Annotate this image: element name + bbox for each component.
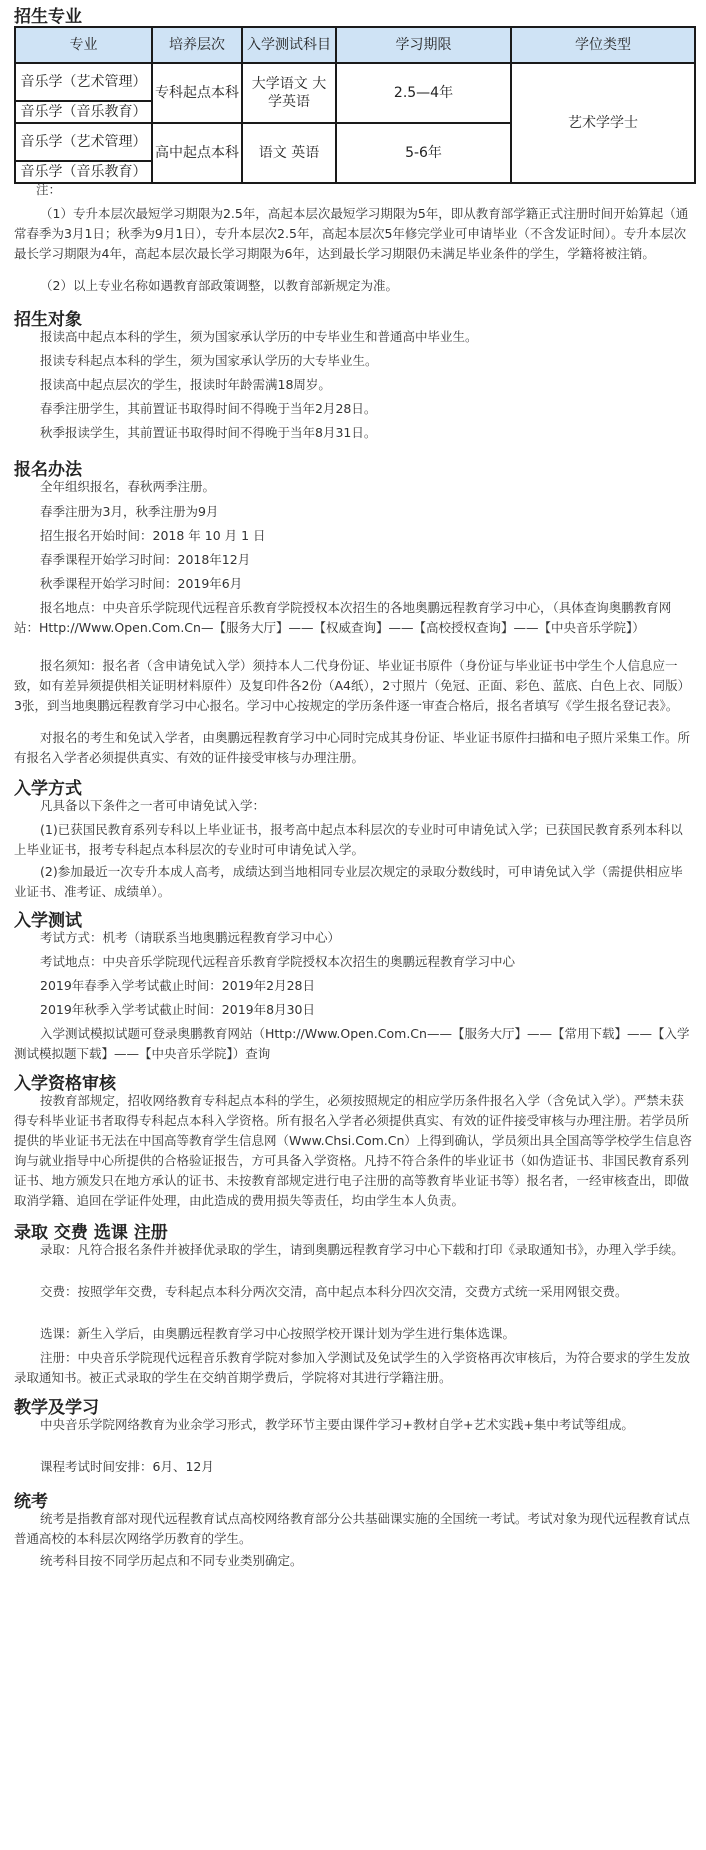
table-header: 学位类型 [511, 27, 695, 63]
level-cell: 专科起点本科 [152, 63, 242, 123]
test-subjects-cell: 大学语文 大学英语 [242, 63, 336, 123]
section-title-eligibility-review: 入学资格审核 [14, 1074, 116, 1094]
paragraph: 报名地点：中央音乐学院现代远程音乐教育学院授权本次招生的各地奥鹏远程教育学习中心，（具体查询奥鹏教育网站：Http://Www.Open.Com.Cn—【服务大厅】——【权威查询】——【高校授权查询】——【中央音乐学院】） [14, 600, 672, 635]
section-title-teaching: 教学及学习 [14, 1398, 99, 1418]
major-cell: 音乐学（艺术管理） [15, 63, 152, 101]
paragraph: 秋季课程开始学习时间：2019年6月 [40, 576, 243, 591]
paragraph: 春季课程开始学习时间：2018年12月 [40, 552, 251, 567]
section-title-unified-exam: 统考 [14, 1492, 48, 1512]
section-title-applicants: 招生对象 [14, 310, 82, 330]
notes-label: 注： [36, 182, 62, 197]
paragraph: 交费：按照学年交费，专科起点本科分两次交清，高中起点本科分四次交清，交费方式统一采用网银交费。 [40, 1284, 628, 1299]
paragraph: 凡具备以下条件之一者可申请免试入学： [40, 798, 266, 813]
paragraph: (1)已获国民教育系列专科以上毕业证书，报考高中起点本科层次的专业时可申请免试入学；已获国民教育系列本科以上毕业证书，报考专科起点本科层次的专业时可申请免试入学。 [14, 822, 683, 857]
paragraph: 2019年春季入学考试截止时间：2019年2月28日 [40, 978, 315, 993]
paragraph: 报读高中起点层次的学生，报读时年龄需满18周岁。 [40, 377, 331, 392]
degree-cell: 艺术学学士 [511, 63, 695, 183]
paragraph: 春季注册为3月，秋季注册为9月 [40, 504, 219, 519]
paragraph: 注册：中央音乐学院现代远程音乐教育学院对参加入学测试及免试学生的入学资格再次审核后，为符合要求的学生发放录取通知书。被正式录取的学生在交纳首期学费后，学院将对其进行学籍注册。 [14, 1350, 691, 1385]
section-title-registration: 报名办法 [14, 460, 82, 480]
section-title-enrollment-steps: 录取 交费 选课 注册 [14, 1223, 168, 1243]
term-cell: 2.5—4年 [336, 63, 511, 123]
paragraph: 统考是指教育部对现代远程教育试点高校网络教育部分公共基础课实施的全国统一考试。考试对象为现代远程教育试点普通高校的本科层次网络学历教育的学生。 [14, 1511, 691, 1546]
table-header: 学习期限 [336, 27, 511, 63]
level-cell: 高中起点本科 [152, 123, 242, 183]
paragraph: (2)参加最近一次专升本成人高考，成绩达到当地相同专业层次规定的录取分数线时，可申请免试入学（需提供相应毕业证书、准考证、成绩单）。 [14, 864, 683, 899]
paragraph: 报名须知：报名者（含申请免试入学）须持本人二代身份证、毕业证书原件（身份证与毕业证书中学生个人信息应一致，如有差异须提供相关证明材料原件）及复印件各2份（A4纸），2寸照片（免冠、正面、彩色、蓝底、白色上衣、同版）3张，到当地奥鹏远程教育学习中心报名。学习中心按规定的学历条件逐一审查合格后，报名者填写《学生报名登记表》。 [14, 658, 691, 713]
paragraph: 统考科目按不同学历起点和不同专业类别确定。 [40, 1553, 303, 1568]
paragraph: 秋季报读学生，其前置证书取得时间不得晚于当年8月31日。 [40, 425, 377, 440]
major-cell: 音乐学（音乐教育） [15, 101, 152, 123]
table-header: 培养层次 [152, 27, 242, 63]
paragraph: 报读专科起点本科的学生，须为国家承认学历的大专毕业生。 [40, 353, 378, 368]
section-title-admission-methods: 入学方式 [14, 779, 82, 799]
paragraph: 录取：凡符合报名条件并被择优录取的学生，请到奥鹏远程教育学习中心下载和打印《录取通知书》，办理入学手续。 [40, 1242, 684, 1257]
term-cell: 5-6年 [336, 123, 511, 183]
paragraph: 招生报名开始时间：2018 年 10 月 1 日 [40, 528, 266, 543]
table-header-row [15, 27, 695, 63]
section-title-entrance-test: 入学测试 [14, 911, 82, 931]
major-cell: 音乐学（音乐教育） [15, 161, 152, 183]
table-header: 入学测试科目 [242, 27, 336, 63]
paragraph: 报读高中起点本科的学生，须为国家承认学历的中专毕业生和普通高中毕业生。 [40, 329, 478, 344]
paragraph: 考试方式：机考（请联系当地奥鹏远程教育学习中心） [40, 930, 341, 945]
paragraph: 春季注册学生，其前置证书取得时间不得晚于当年2月28日。 [40, 401, 377, 416]
paragraph: 中央音乐学院网络教育为业余学习形式，教学环节主要由课件学习+教材自学+艺术实践+集中考试等组成。 [40, 1417, 634, 1432]
note-paragraph: （2）以上专业名称如遇教育部政策调整，以教育部新规定为准。 [40, 278, 398, 293]
table-header: 专业 [15, 27, 152, 63]
paragraph: 考试地点：中央音乐学院现代远程音乐教育学院授权本次招生的奥鹏远程教育学习中心 [40, 954, 516, 969]
note-paragraph: （1）专升本层次最短学习期限为2.5年，高起本层次最短学习期限为5年，即从教育部学籍正式注册时间开始算起（通常春季为3月1日；秋季为9月1日），专升本层次2.5年，高起本层次5年修完学业可申请毕业（不含发证时间）。专升本层次最长学习期限为4年，高起本层次最长学习期限为6年，达到最长学习期限仍未满足毕业条件的学生，学籍将被注销。 [14, 206, 689, 261]
paragraph: 课程考试时间安排：6月、12月 [40, 1459, 214, 1474]
section-title-majors: 招生专业 [14, 7, 82, 27]
paragraph: 对报名的考生和免试入学者，由奥鹏远程教育学习中心同时完成其身份证、毕业证书原件扫描和电子照片采集工作。所有报名入学者必须提供真实、有效的证件接受审核与办理注册。 [14, 730, 691, 765]
paragraph: 2019年秋季入学考试截止时间：2019年8月30日 [40, 1002, 315, 1017]
test-subjects-cell: 语文 英语 [242, 123, 336, 183]
major-cell: 音乐学（艺术管理） [15, 123, 152, 161]
paragraph: 按教育部规定，招收网络教育专科起点本科的学生，必须按照规定的相应学历条件报名入学（含免试入学）。严禁未获得专科毕业证书者取得专科起点本科入学资格。所有报名入学者必须提供真实、有效的证件接受审核与办理注册。若学员所提供的毕业证书无法在中国高等教育学生信息网（Www.Chsi.Com.Cn）上得到确认，学员须出具全国高等学校学生信息咨询与就业指导中心所提供的合格验证报告，方可具备入学资格。凡持不符合条件的毕业证书（如伪造证书、非国民教育系列证书、地方颁发只在地方承认的证书、未按教育部规定进行电子注册的高等教育毕业证书等）报名者，一经审核查出，即做取消学籍、追回在学证件处理，由此造成的费用损失等责任，均由学生本人负责。 [14, 1093, 692, 1208]
paragraph: 入学测试模拟试题可登录奥鹏教育网站（Http://Www.Open.Com.Cn——【服务大厅】——【常用下载】——【入学测试模拟题下载】——【中央音乐学院】）查询 [14, 1026, 690, 1061]
paragraph: 全年组织报名，春秋两季注册。 [40, 479, 216, 494]
majors-table [14, 26, 696, 184]
table-row [15, 63, 695, 101]
paragraph: 选课：新生入学后，由奥鹏远程教育学习中心按照学校开课计划为学生进行集体选课。 [40, 1326, 516, 1341]
